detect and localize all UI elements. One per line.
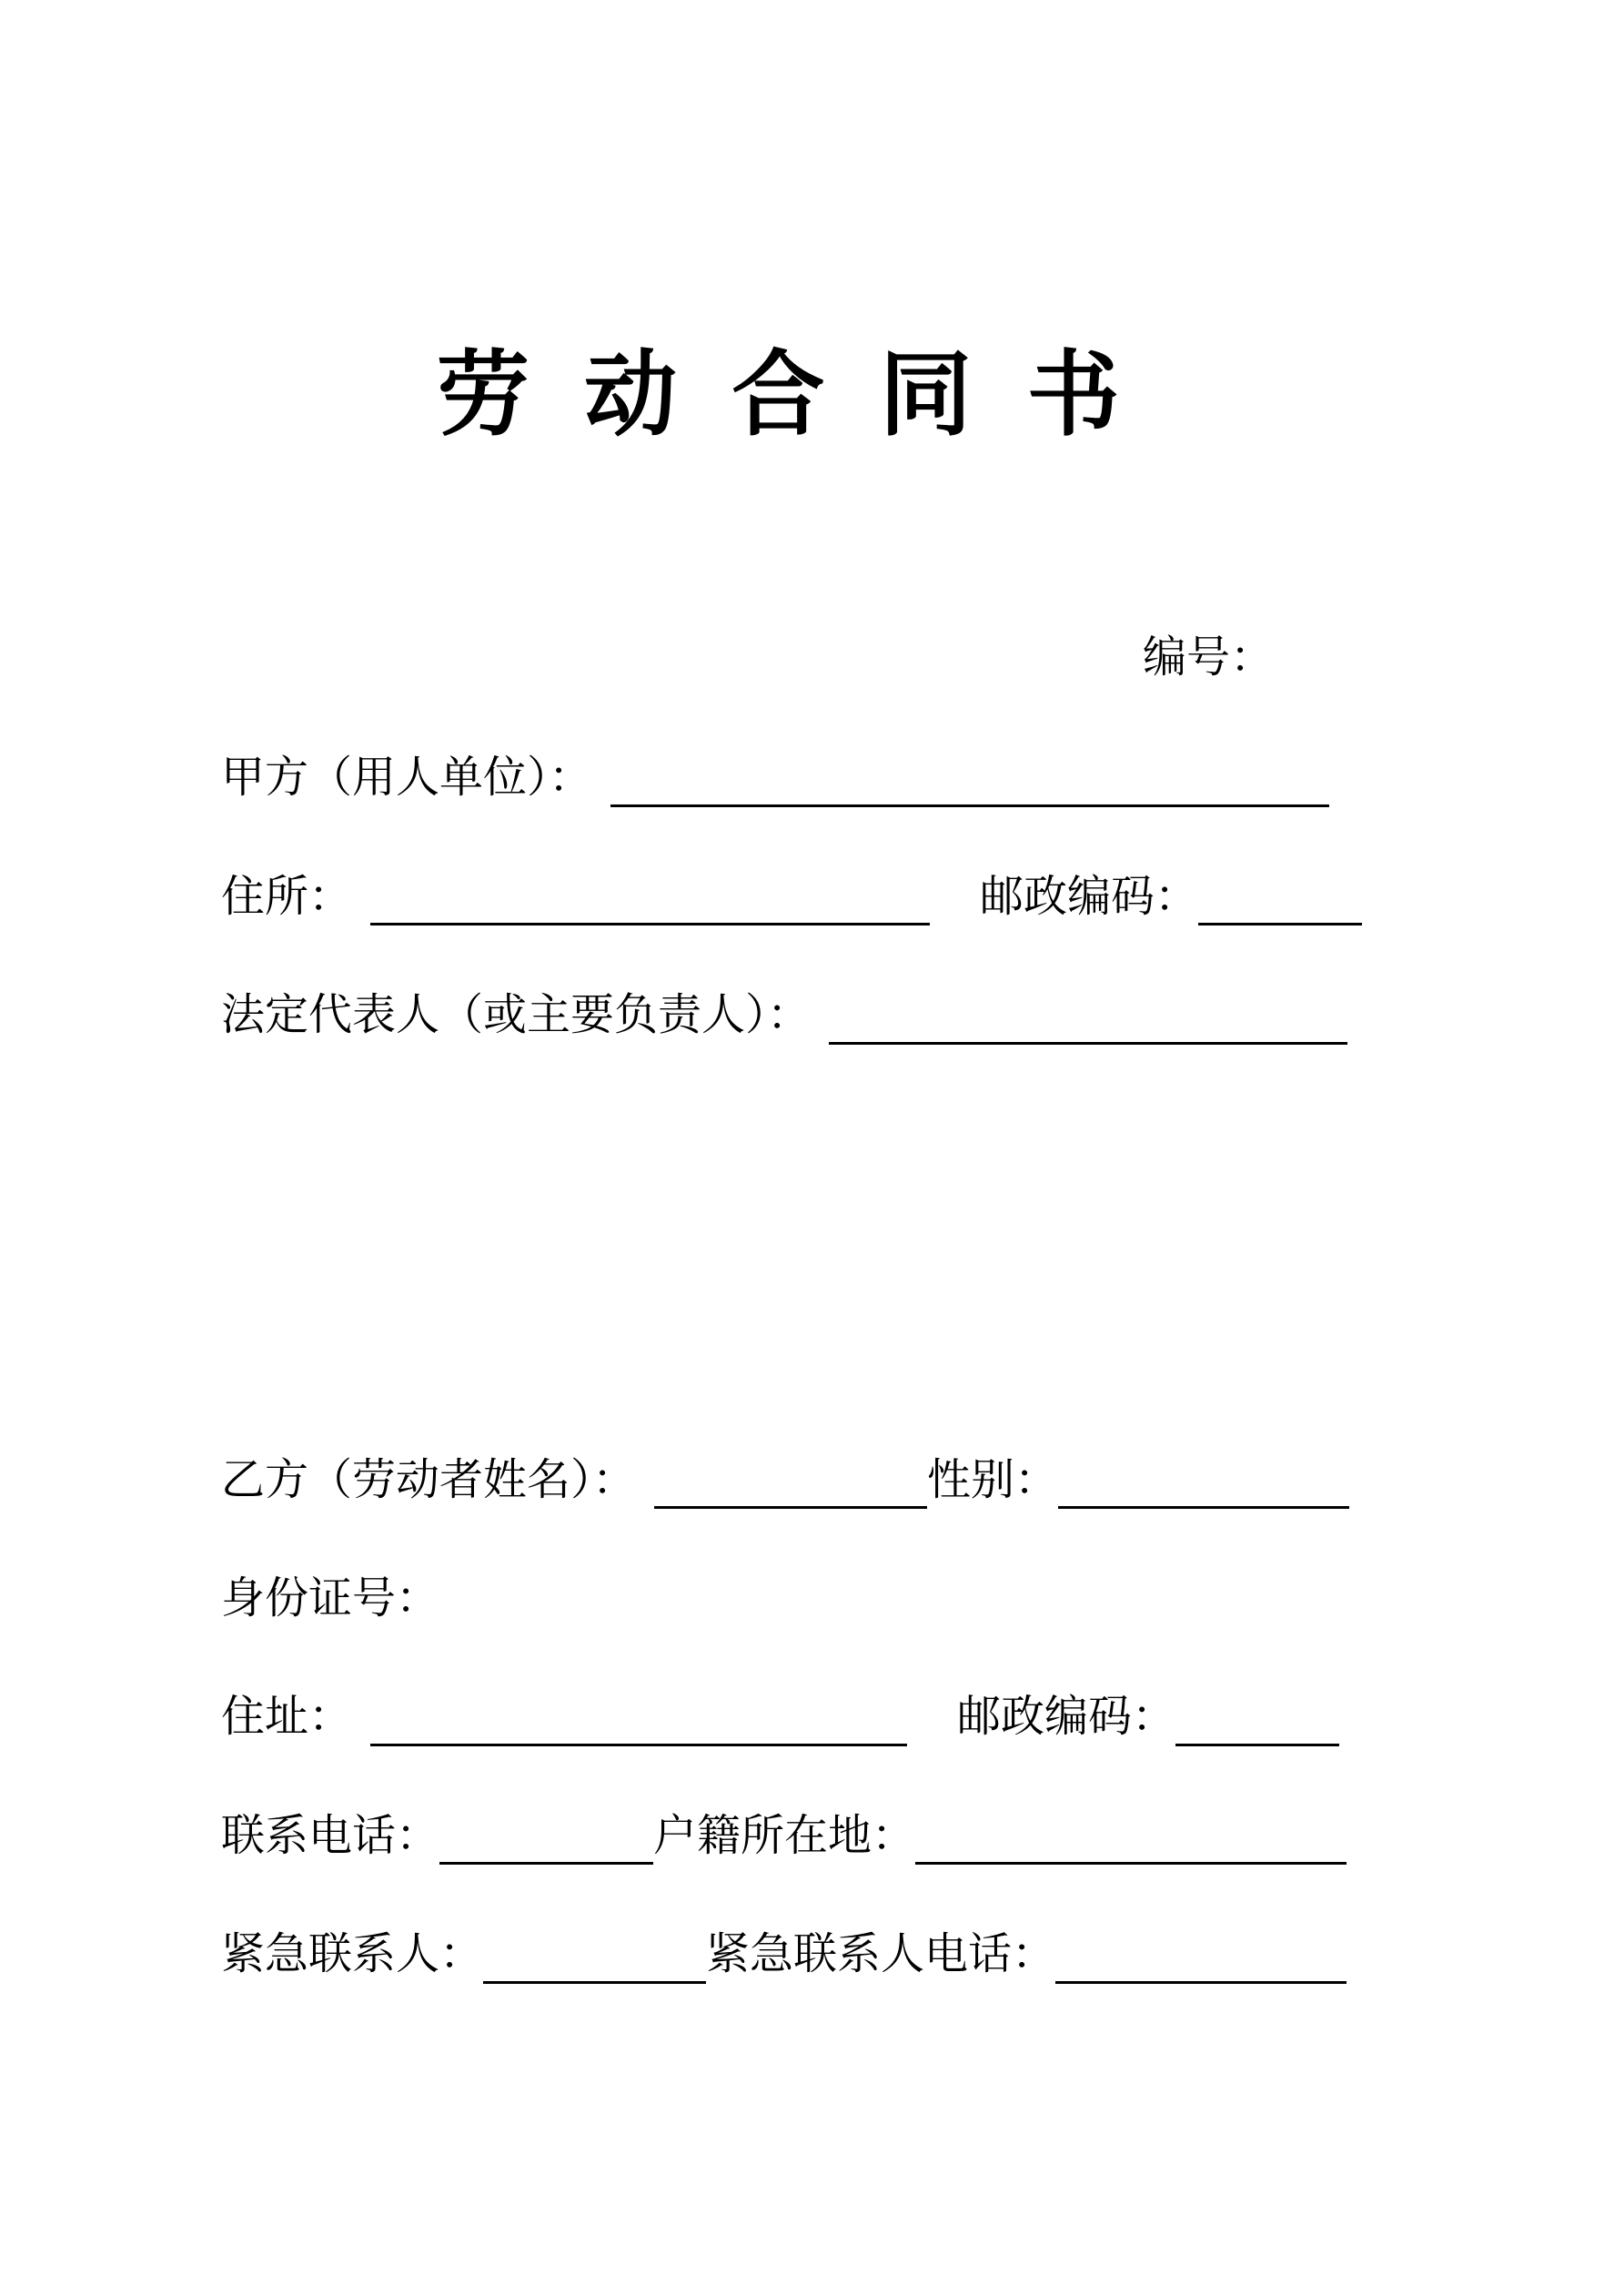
emergency-contact-phone-label: 紧急联系人电话： (706, 1930, 1056, 1979)
party-a-postal-label: 邮政编码： (980, 872, 1199, 921)
party-b-address-line (221, 1689, 1351, 1745)
party-b-phone-label: 联系电话： (221, 1811, 440, 1860)
section-spacer (221, 1107, 1351, 1452)
party-a-postal-field (1198, 872, 1362, 925)
legal-representative-field (829, 991, 1347, 1045)
party-a-address-line (221, 869, 1351, 925)
party-a-name-line (221, 750, 1351, 806)
contract-number-line (221, 630, 1351, 686)
party-b-address-label: 住址： (221, 1693, 353, 1742)
party-b-address-field (370, 1693, 907, 1746)
party-b-postal-label: 邮政编码： (957, 1693, 1176, 1742)
party-b-postal-field (1175, 1693, 1339, 1746)
party-b-phone-field (439, 1811, 653, 1865)
emergency-contact-phone-field (1055, 1930, 1347, 1984)
party-a-name-field (610, 754, 1329, 807)
party-a-address-label: 住所： (221, 872, 353, 921)
party-b-gender-field (1058, 1455, 1349, 1509)
party-b-name-field (654, 1455, 927, 1509)
party-b-phone-line (221, 1808, 1351, 1865)
legal-representative-line (221, 987, 1351, 1044)
party-b-residence-field (915, 1811, 1347, 1865)
emergency-contact-label: 紧急联系人： (221, 1930, 484, 1979)
legal-representative-label: 法定代表人（或主要负责人）： (221, 991, 812, 1040)
document-title: 劳 动 合 同 书 (436, 345, 1136, 448)
emergency-contact-field (483, 1930, 706, 1984)
party-a-address-field (370, 872, 930, 925)
party-b-id-label: 身份证号： (221, 1573, 440, 1623)
party-b-residence-label: 户籍所在地： (653, 1811, 916, 1860)
party-b-gender-label: 性别： (927, 1455, 1059, 1504)
party-b-name-label: 乙方（劳动者姓名）： (221, 1455, 637, 1504)
contract-number-label: 编号： (1142, 633, 1274, 682)
party-b-name-line (221, 1452, 1351, 1509)
emergency-contact-line (221, 1927, 1351, 1983)
party-a-name-label: 甲方（用人单位）： (221, 754, 593, 803)
party-b-id-line (221, 1571, 1351, 1627)
